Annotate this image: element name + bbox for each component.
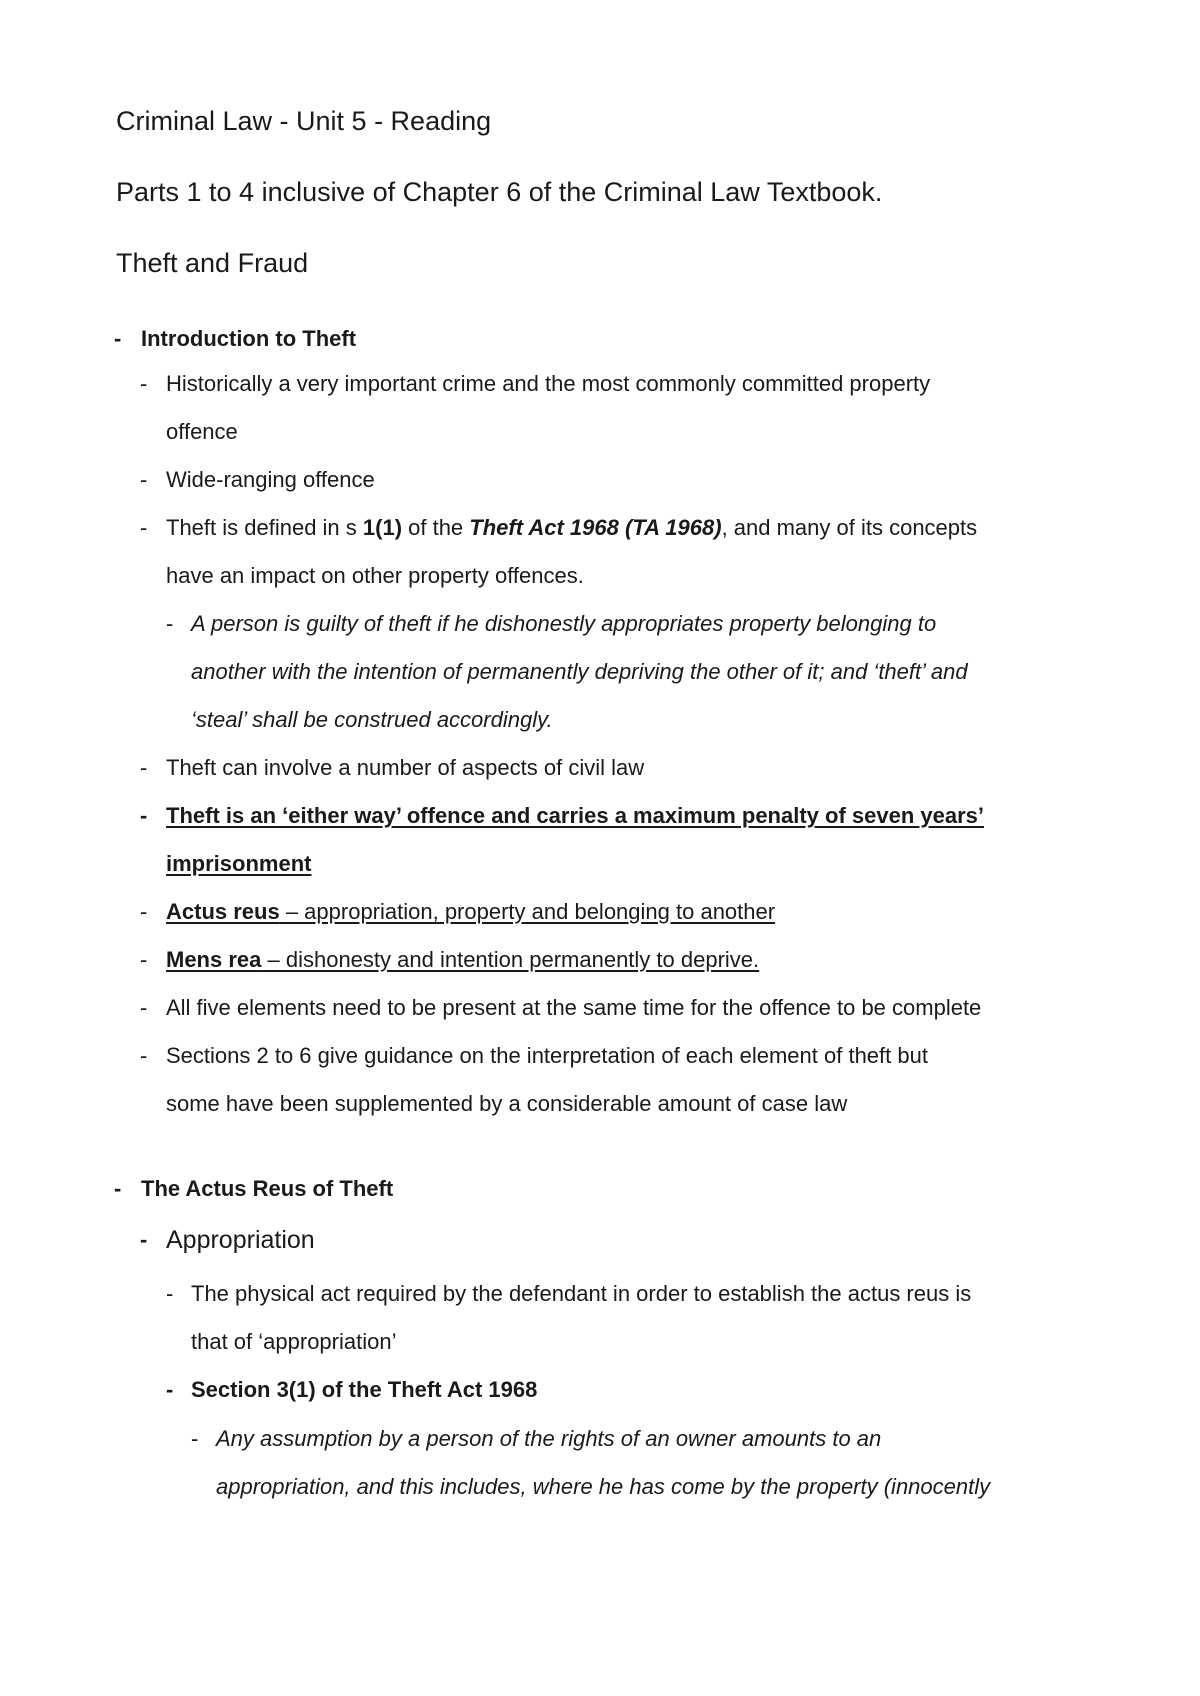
list-item-sections: Sections 2 to 6 give guidance on the interpretation of each element of theft but (166, 1043, 928, 1068)
section-reference: 1(1) (362, 515, 403, 540)
bullet-dash: - (140, 995, 148, 1020)
bullet-dash: - (140, 371, 148, 396)
list-item-definition (166, 513, 977, 543)
subheading-appropriation: Appropriation (166, 1226, 315, 1254)
bullet-dash: - (114, 326, 122, 351)
list-item-either-way: Theft is an ‘either way’ offence and carries a maximum penalty of seven years’ (166, 803, 984, 828)
document-title: Criminal Law - Unit 5 - Reading (116, 106, 492, 136)
statute-quote-line-2: another with the intention of permanently depriving the other of it; and ‘theft’ and (191, 659, 968, 684)
bullet-dash: - (166, 1281, 174, 1306)
list-item-civil-law: Theft can involve a number of aspects of civil law (166, 755, 645, 780)
subheading-section-3-1: Section 3(1) of the Theft Act 1968 (191, 1377, 538, 1402)
mens-rea-label: Mens rea (166, 947, 262, 972)
bullet-dash: - (191, 1426, 199, 1451)
bullet-dash: - (140, 755, 148, 780)
statute-quote-line-1: A person is guilty of theft if he dishonestly appropriates property belonging to (191, 611, 937, 636)
list-item-actus-reus (166, 897, 775, 927)
list-item-physical-act-cont: that of ‘appropriation’ (191, 1329, 397, 1354)
reading-reference: Parts 1 to 4 inclusive of Chapter 6 of the Criminal Law Textbook. (116, 177, 883, 207)
list-item-definition-cont: have an impact on other property offences. (166, 563, 584, 588)
statute-quote-s3-line-2: appropriation, and this includes, where he has come by the property (innocently (216, 1474, 991, 1499)
definition-prefix: Theft is defined in s (166, 515, 363, 540)
bullet-dash: - (140, 803, 148, 828)
section-heading-actus-reus: The Actus Reus of Theft (141, 1176, 394, 1201)
list-item-mens-rea (166, 945, 759, 975)
list-item-five-elements: All five elements need to be present at the same time for the offence to be complete (166, 995, 982, 1020)
bullet-dash: - (140, 899, 148, 924)
bullet-dash: - (140, 1227, 148, 1252)
list-item-sections-cont: some have been supplemented by a considerable amount of case law (166, 1091, 848, 1116)
bullet-dash: - (140, 515, 148, 540)
statute-quote-s3-line-1: Any assumption by a person of the rights of an owner amounts to an (216, 1426, 882, 1451)
actus-reus-text: – appropriation, property and belonging to another (279, 899, 776, 924)
actus-reus-label: Actus reus (166, 899, 280, 924)
list-item-physical-act: The physical act required by the defendant in order to establish the actus reus is (191, 1281, 972, 1306)
section-heading-introduction: Introduction to Theft (141, 326, 357, 351)
list-item-wide-ranging: Wide-ranging offence (166, 467, 375, 492)
definition-suffix: , and many of its concepts (721, 515, 978, 540)
bullet-dash: - (140, 947, 148, 972)
topic-title: Theft and Fraud (116, 248, 309, 278)
list-item-either-way-cont: imprisonment (166, 851, 312, 876)
list-item-historically: Historically a very important crime and the most commonly committed property (166, 371, 931, 396)
bullet-dash: - (166, 611, 174, 636)
bullet-dash: - (140, 1043, 148, 1068)
list-item-historically-cont: offence (166, 419, 238, 444)
statute-quote-line-3: ‘steal’ shall be construed accordingly. (191, 707, 553, 732)
mens-rea-text: – dishonesty and intention permanently to deprive. (261, 947, 760, 972)
bullet-dash: - (166, 1377, 174, 1402)
bullet-dash: - (114, 1176, 122, 1201)
bullet-dash: - (140, 467, 148, 492)
act-name: Theft Act 1968 (TA 1968) (469, 515, 722, 540)
definition-mid: of the (402, 515, 470, 540)
